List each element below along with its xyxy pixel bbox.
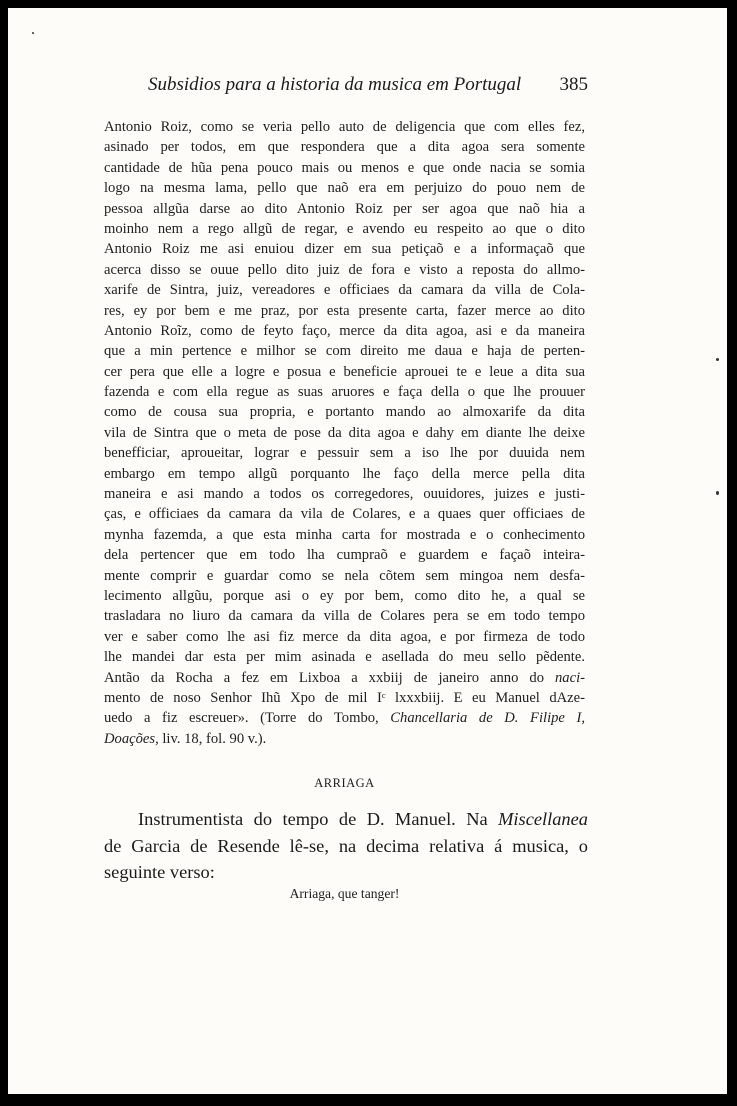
- body-text: [104, 117, 585, 749]
- print-speck: [716, 491, 719, 495]
- section-body: [104, 806, 588, 886]
- text-line: ver e saber como lhe asi fiz merce da dita agoa, e por firmeza de todo: [104, 628, 585, 645]
- page-header: [148, 74, 588, 96]
- text-line: benefficiar, aproueitar, lograr e pessuir sem a iso lhe por duuida nem: [104, 445, 585, 462]
- text-line: mente comprir e guardar como se nela cõtem sem mingoa nem desfa-: [104, 567, 585, 584]
- text-line: ças, e officiaes da camara da vila de Colares, e a quaes quer officiaes de: [104, 506, 585, 523]
- document-page: [8, 8, 727, 1094]
- text-line: Antonio Roiz, como se veria pello auto de deligencia que com elles fez,: [104, 119, 585, 135]
- text-line: mynha fazemda, a que esta minha carta for mostrada e o conhecimento: [104, 526, 585, 543]
- text-line: Antonio Roĩz, como de feyto faço, merce da dita agoa, asi e da maneira: [104, 322, 585, 339]
- text-line: lecimento allgũu, porque asi o ey por bem, como dito he, a qual se: [104, 587, 585, 604]
- text-line: xarife de Sintra, juiz, vereadores e officiaes da camara da villa de Cola-: [104, 282, 585, 299]
- section-heading: ARRIAGA: [314, 776, 375, 790]
- page-number: 385: [559, 74, 588, 95]
- print-speck: [716, 358, 719, 361]
- text-line: como de cousa sua propria, e portanto mando ao almoxarife da dita: [104, 404, 585, 421]
- section-line: seguinte verso:: [104, 862, 215, 882]
- section-line: Instrumentista do tempo de D. Manuel. Na Miscellanea: [138, 809, 588, 829]
- text-line: embargo em tempo allgũ porquanto lhe faço della merce pella dita: [104, 465, 585, 482]
- text-line: vila de Sintra que o meta de pose da dita agoa e dahy em diante lhe deixe: [104, 424, 585, 441]
- text-line: asinado per todos, em que respondera que a dita agoa sera somente: [104, 139, 585, 156]
- text-line: Antonio Roiz me asi enuiou dizer em sua petiçaõ e a informaçaõ que: [104, 241, 585, 258]
- running-title: Subsidios para a historia da musica em Portugal: [148, 74, 522, 95]
- text-line: cantidade de hũa pena pouco mais ou menos e que onde nacia se somia: [104, 159, 585, 176]
- verse-quote: Arriaga, que tanger!: [289, 886, 400, 901]
- text-line: pessoa allgũa darse ao dito Antonio Roiz per ser agoa que naõ hia a: [104, 200, 585, 217]
- text-line: dela pertencer que em todo lha cumpraõ e guardem e façaõ inteira-: [104, 547, 585, 564]
- text-line: lhe mandei dar esta per mim asinada e asellada do meu sello pẽdente.: [104, 649, 585, 666]
- text-line: maneira e asi mando a todos os corregedores, ouuidores, juizes e justi-: [104, 486, 585, 503]
- text-line: Antão da Rocha a fez em Lixboa a xxbiij de janeiro anno do naci-: [104, 669, 585, 686]
- text-line: cer pera que elle a logre e posua e beneficie aprouei te e leue a dita sua: [104, 363, 585, 380]
- text-line: Doações, liv. 18, fol. 90 v.).: [104, 730, 267, 747]
- print-speck: [32, 32, 34, 34]
- text-line: acerca disso se ouue pello dito juiz de fora e visto a reposta do allmo-: [104, 261, 585, 278]
- text-line: res, ey por bem e me praz, por esta presente carta, fazer merce ao dito: [104, 302, 585, 319]
- text-line: moinho nem a rego allgũ de regar, e avendo eu respeito ao que o dito: [104, 220, 585, 237]
- section-line: de Garcia de Resende lê-se, na decima relativa á musica, o: [104, 835, 588, 856]
- text-line: fazenda e com ella regue as suas aruores e faça della o que lhe prouuer: [104, 384, 585, 401]
- text-line: uedo a fiz escreuer». (Torre do Tombo, Chancellaria de D. Filipe I,: [104, 710, 585, 727]
- text-line: logo na mesma lama, pello que naõ era em perjuizo do pouo nem de: [104, 180, 585, 197]
- text-line: que a min pertence e milhor se com direito me daua e haja de perten-: [104, 343, 585, 360]
- text-line: mento de noso Senhor Ihũ Xpo de mil Iᶜ lxxxbiij. E eu Manuel dAze-: [104, 689, 585, 706]
- text-line: trasladara no liuro da camara da villa de Colares pera se em todo tempo: [104, 608, 585, 625]
